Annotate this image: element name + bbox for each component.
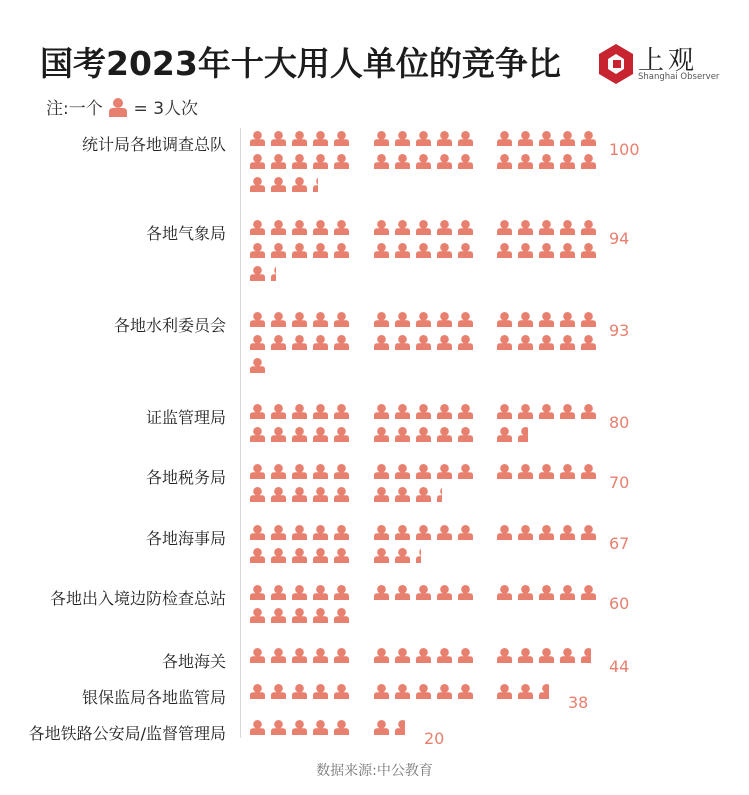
person-icon — [271, 177, 286, 192]
category-label: 统计局各地调查总队 — [81, 135, 226, 154]
person-icon — [416, 487, 431, 502]
person-icon — [292, 464, 307, 479]
person-icon — [395, 487, 410, 502]
person-icon — [292, 154, 307, 169]
person-icon — [458, 464, 473, 479]
person-icon — [313, 335, 328, 350]
person-icon — [395, 548, 410, 563]
person-icon — [581, 131, 596, 146]
person-icon — [416, 464, 431, 479]
person-icon — [250, 154, 265, 169]
person-icon — [539, 131, 554, 146]
person-icon — [250, 487, 265, 502]
person-icon — [560, 585, 575, 600]
person-icon — [292, 404, 307, 419]
person-icon — [437, 525, 452, 540]
category-label: 各地气象局 — [145, 224, 226, 243]
person-icon — [292, 312, 307, 327]
person-icon — [416, 154, 431, 169]
person-icon — [313, 154, 328, 169]
person-icon — [374, 585, 389, 600]
category-label: 各地海关 — [161, 652, 226, 671]
person-icon — [437, 131, 452, 146]
person-icon — [539, 335, 554, 350]
person-icon — [539, 404, 554, 419]
person-icon — [374, 131, 389, 146]
person-icon — [395, 335, 410, 350]
person-icon — [416, 404, 431, 419]
person-icon — [395, 404, 410, 419]
person-icon — [271, 154, 286, 169]
person-icon — [581, 525, 596, 540]
person-icon — [497, 220, 512, 235]
value-label: 93 — [609, 321, 630, 340]
person-icon — [395, 220, 410, 235]
person-icon — [271, 525, 286, 540]
person-icon — [437, 404, 452, 419]
person-icon — [518, 220, 533, 235]
person-icon — [497, 404, 512, 419]
person-icon — [560, 335, 575, 350]
person-icon — [416, 585, 431, 600]
person-icon — [334, 548, 349, 563]
person-icon — [292, 648, 307, 663]
person-icon — [374, 720, 389, 735]
person-icon — [374, 548, 389, 563]
person-icon — [292, 525, 307, 540]
person-icon — [313, 487, 328, 502]
person-icon — [250, 312, 265, 327]
person-icon — [313, 585, 328, 600]
logo-subtext: Shanghai Observer — [638, 72, 720, 82]
person-icon-partial — [518, 427, 533, 442]
person-icon — [374, 487, 389, 502]
person-icon — [334, 154, 349, 169]
person-icon — [334, 720, 349, 735]
person-icon — [292, 608, 307, 623]
person-icon — [458, 335, 473, 350]
person-icon — [458, 684, 473, 699]
person-icon — [458, 404, 473, 419]
person-icon — [497, 243, 512, 258]
person-icon — [560, 243, 575, 258]
person-icon — [313, 464, 328, 479]
person-icon — [250, 131, 265, 146]
person-icon — [416, 243, 431, 258]
person-icon — [416, 648, 431, 663]
person-icon-partial — [271, 266, 286, 281]
person-icon — [313, 684, 328, 699]
person-icon — [497, 131, 512, 146]
person-icon-partial — [437, 487, 452, 502]
person-icon — [374, 335, 389, 350]
person-icon — [271, 608, 286, 623]
person-icon — [250, 720, 265, 735]
person-icon — [334, 585, 349, 600]
person-icon — [334, 312, 349, 327]
person-icon — [271, 220, 286, 235]
person-icon — [292, 427, 307, 442]
person-icon — [416, 312, 431, 327]
person-icon — [560, 648, 575, 663]
legend-suffix: = 3人次 — [133, 99, 199, 119]
person-icon — [250, 684, 265, 699]
person-icon — [437, 464, 452, 479]
person-icon — [250, 585, 265, 600]
person-icon — [395, 131, 410, 146]
person-icon — [437, 154, 452, 169]
person-icon — [271, 684, 286, 699]
person-icon — [250, 648, 265, 663]
person-icon — [497, 464, 512, 479]
person-icon — [518, 243, 533, 258]
value-label: 100 — [609, 140, 640, 159]
person-icon-partial — [539, 684, 554, 699]
person-icon — [334, 684, 349, 699]
person-icon — [437, 585, 452, 600]
person-icon — [292, 177, 307, 192]
person-icon — [250, 427, 265, 442]
person-icon — [334, 220, 349, 235]
person-icon — [560, 404, 575, 419]
person-icon — [416, 131, 431, 146]
person-icon — [271, 648, 286, 663]
person-icon — [395, 427, 410, 442]
person-icon — [250, 266, 265, 281]
category-label: 各地水利委员会 — [113, 316, 226, 335]
person-icon — [539, 525, 554, 540]
person-icon — [416, 335, 431, 350]
person-icon — [497, 684, 512, 699]
person-icon — [416, 684, 431, 699]
person-icon — [313, 525, 328, 540]
person-icon — [250, 335, 265, 350]
person-icon — [518, 464, 533, 479]
person-icon — [271, 585, 286, 600]
value-label: 60 — [609, 594, 630, 613]
person-icon — [458, 131, 473, 146]
person-icon — [539, 154, 554, 169]
person-icon — [437, 220, 452, 235]
person-icon — [581, 464, 596, 479]
person-icon — [437, 312, 452, 327]
person-icon — [518, 154, 533, 169]
person-icon — [560, 525, 575, 540]
person-icon — [518, 131, 533, 146]
person-icon — [539, 220, 554, 235]
person-icon — [395, 525, 410, 540]
person-icon — [416, 427, 431, 442]
person-icon — [497, 427, 512, 442]
person-icon — [518, 525, 533, 540]
person-icon — [271, 487, 286, 502]
person-icon — [518, 404, 533, 419]
person-icon — [334, 464, 349, 479]
person-icon — [334, 404, 349, 419]
person-icon-partial — [581, 648, 596, 663]
person-icon — [313, 131, 328, 146]
person-icon — [292, 243, 307, 258]
person-icon — [497, 154, 512, 169]
person-icon — [581, 312, 596, 327]
person-icon — [560, 131, 575, 146]
person-icon — [250, 404, 265, 419]
person-icon — [560, 312, 575, 327]
category-label: 各地出入境边防检查总站 — [49, 589, 226, 608]
person-icon — [458, 427, 473, 442]
person-icon — [560, 220, 575, 235]
value-label: 80 — [609, 413, 630, 432]
person-icon — [437, 427, 452, 442]
person-icon — [250, 243, 265, 258]
person-icon — [458, 312, 473, 327]
person-icon — [395, 684, 410, 699]
person-icon — [334, 427, 349, 442]
person-icon — [292, 585, 307, 600]
data-source: 数据来源:中公教育 — [316, 763, 433, 779]
person-icon — [518, 335, 533, 350]
person-icon — [313, 312, 328, 327]
category-label: 各地海事局 — [145, 529, 226, 548]
person-icon — [374, 312, 389, 327]
category-label: 各地税务局 — [145, 468, 226, 487]
person-icon — [334, 243, 349, 258]
category-label: 各地铁路公安局/监督管理局 — [28, 724, 226, 743]
person-icon — [518, 684, 533, 699]
person-icon — [271, 312, 286, 327]
person-icon — [250, 525, 265, 540]
person-icon — [250, 548, 265, 563]
category-label: 证监管理局 — [145, 408, 226, 427]
person-icon — [560, 154, 575, 169]
logo-text: 上观 — [638, 46, 699, 76]
person-icon — [374, 220, 389, 235]
person-icon — [395, 464, 410, 479]
chart-title: 国考2023年十大用人单位的竞争比 — [40, 44, 561, 83]
person-icon — [334, 335, 349, 350]
person-icon — [250, 608, 265, 623]
person-icon — [292, 487, 307, 502]
person-icon — [271, 335, 286, 350]
person-icon — [581, 335, 596, 350]
person-icon — [313, 427, 328, 442]
person-icon — [395, 312, 410, 327]
person-icon — [458, 585, 473, 600]
person-icon — [518, 585, 533, 600]
person-icon — [374, 684, 389, 699]
person-icon — [395, 585, 410, 600]
person-icon — [560, 464, 575, 479]
person-icon — [271, 720, 286, 735]
person-icon-partial — [416, 548, 431, 563]
person-icon — [539, 464, 554, 479]
person-icon — [271, 548, 286, 563]
person-icon — [271, 243, 286, 258]
value-label: 67 — [609, 534, 630, 553]
person-icon — [497, 525, 512, 540]
person-icon — [416, 220, 431, 235]
person-icon — [497, 585, 512, 600]
person-icon — [374, 525, 389, 540]
person-icon — [334, 608, 349, 623]
person-icon — [292, 131, 307, 146]
person-icon — [539, 585, 554, 600]
person-icon — [313, 243, 328, 258]
person-icon — [497, 312, 512, 327]
person-icon — [334, 487, 349, 502]
person-icon — [374, 243, 389, 258]
person-icon — [313, 220, 328, 235]
person-icon — [271, 404, 286, 419]
person-icon — [581, 154, 596, 169]
person-icon — [539, 648, 554, 663]
person-icon — [374, 648, 389, 663]
person-icon — [374, 404, 389, 419]
value-label: 44 — [609, 657, 630, 676]
legend-prefix: 注:一个 — [46, 99, 103, 119]
person-icon — [374, 154, 389, 169]
person-icon — [581, 585, 596, 600]
person-icon — [292, 220, 307, 235]
person-icon — [497, 648, 512, 663]
person-icon — [292, 684, 307, 699]
person-icon — [313, 548, 328, 563]
person-icon — [292, 548, 307, 563]
person-icon — [458, 525, 473, 540]
person-icon — [497, 335, 512, 350]
person-icon — [437, 335, 452, 350]
person-icon — [250, 358, 265, 373]
person-icon — [313, 404, 328, 419]
person-icon — [458, 220, 473, 235]
person-icon — [395, 648, 410, 663]
person-icon — [313, 608, 328, 623]
person-icon — [416, 525, 431, 540]
value-label: 38 — [568, 693, 589, 712]
person-icon — [292, 720, 307, 735]
person-icon — [334, 525, 349, 540]
person-icon — [581, 243, 596, 258]
category-label: 银保监局各地监管局 — [81, 688, 226, 707]
value-label: 70 — [609, 473, 630, 492]
person-icon — [518, 312, 533, 327]
person-icon — [250, 220, 265, 235]
person-icon — [518, 648, 533, 663]
person-icon — [374, 427, 389, 442]
person-icon — [539, 243, 554, 258]
person-icon — [437, 648, 452, 663]
person-icon — [437, 684, 452, 699]
person-icon — [581, 220, 596, 235]
person-icon — [313, 720, 328, 735]
person-icon — [581, 404, 596, 419]
person-icon — [313, 648, 328, 663]
person-icon — [458, 154, 473, 169]
person-icon — [395, 154, 410, 169]
person-icon — [437, 243, 452, 258]
person-icon — [539, 312, 554, 327]
person-icon — [250, 464, 265, 479]
person-icon — [271, 464, 286, 479]
person-icon — [395, 243, 410, 258]
person-icon — [334, 131, 349, 146]
person-icon — [271, 131, 286, 146]
person-icon — [374, 464, 389, 479]
person-icon-partial — [395, 720, 410, 735]
person-icon — [271, 427, 286, 442]
person-icon — [250, 177, 265, 192]
person-icon — [292, 335, 307, 350]
value-label: 20 — [424, 729, 445, 748]
person-icon — [458, 648, 473, 663]
person-icon — [334, 648, 349, 663]
person-icon-partial — [313, 177, 328, 192]
value-label: 94 — [609, 229, 630, 248]
person-icon — [458, 243, 473, 258]
